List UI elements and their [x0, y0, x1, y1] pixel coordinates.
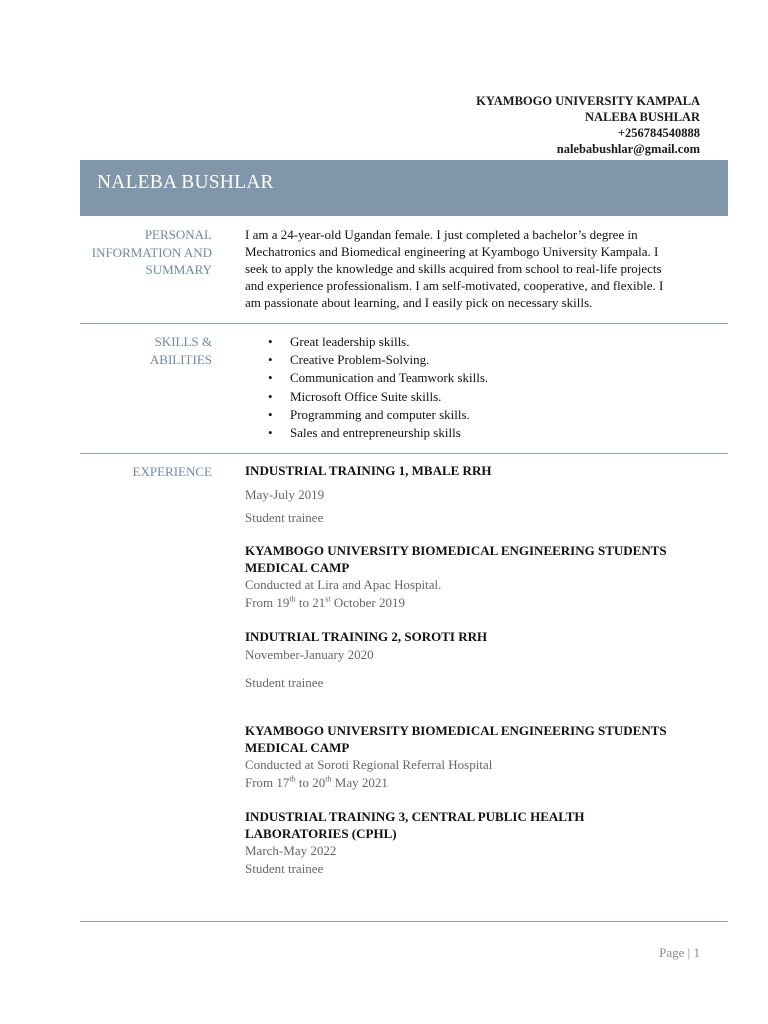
name-banner: [80, 160, 728, 216]
header-name: NALEBA BUSHLAR: [585, 110, 700, 124]
skills-label-line: ABILITIES: [149, 351, 212, 367]
experience-entry: [245, 543, 715, 612]
section-divider: [80, 323, 728, 324]
personal-summary: [245, 226, 705, 311]
experience-title: INDUSTRIAL TRAINING 3, CENTRAL PUBLIC HEALTH: [245, 809, 585, 824]
header-phone: +256784540888: [617, 126, 700, 140]
section-divider: [80, 453, 728, 454]
experience-entry: [245, 629, 715, 692]
experience-title: KYAMBOGO UNIVERSITY BIOMEDICAL ENGINEERING STUDENTS: [245, 723, 667, 738]
experience-entry: [245, 809, 715, 878]
skill-item: • Sales and entrepreneurship skills: [290, 424, 705, 442]
experience-section: [80, 463, 728, 903]
skill-item: • Programming and computer skills.: [290, 406, 705, 424]
skills-label: [80, 333, 212, 368]
experience-dates: May-July 2019: [245, 486, 325, 502]
skills-section: [80, 333, 728, 448]
personal-label-line: PERSONAL: [144, 227, 212, 242]
experience-role: Student trainee: [245, 509, 324, 525]
summary-line: Mechatronics and Biomedical engineering at Kyambogo University Kampala. I: [245, 244, 659, 259]
summary-line: am passionate about learning, and I easily pick on necessary skills.: [245, 295, 593, 310]
skills-list-container: [245, 333, 705, 442]
experience-entry: [245, 723, 715, 792]
skill-item: • Great leadership skills.: [290, 333, 705, 351]
skill-item: • Communication and Teamwork skills.: [290, 369, 705, 387]
experience-title: MEDICAL CAMP: [245, 739, 350, 755]
experience-title: KYAMBOGO UNIVERSITY BIOMEDICAL ENGINEERING STUDENTS: [245, 543, 667, 558]
experience-dates: November-January 2020: [245, 646, 374, 662]
summary-line: seek to apply the knowledge and skills acquired from school to real-life projects: [245, 261, 662, 276]
banner-name: NALEBA BUSHLAR: [97, 172, 274, 193]
footer-divider: [80, 921, 728, 922]
summary-line: I am a 24-year-old Ugandan female. I just completed a bachelor’s degree in: [245, 227, 638, 242]
page-number: Page | 1: [659, 945, 700, 960]
personal-label-line: SUMMARY: [145, 262, 212, 277]
skills-label-line: SKILLS &: [154, 334, 212, 349]
experience-title: INDUSTRIAL TRAINING 1, MBALE RRH: [245, 463, 492, 478]
contact-header: [476, 93, 700, 157]
experience-dates: From 19th to 21st October 2019: [245, 594, 405, 610]
skills-list: [245, 333, 705, 442]
skill-item: • Creative Problem-Solving.: [290, 351, 705, 369]
personal-label: [80, 226, 212, 279]
header-email: nalebabushlar@gmail.com: [556, 142, 700, 156]
experience-place: Conducted at Soroti Regional Referral Hospital: [245, 757, 493, 772]
experience-dates: From 17th to 20th May 2021: [245, 774, 388, 790]
experience-title: LABORATORIES (CPHL): [245, 825, 397, 841]
experience-role: Student trainee: [245, 861, 324, 876]
experience-dates: March-May 2022: [245, 843, 337, 858]
experience-title: INDUTRIAL TRAINING 2, SOROTI RRH: [245, 629, 488, 644]
personal-section: [80, 226, 728, 318]
experience-title: MEDICAL CAMP: [245, 559, 350, 575]
summary-line: and experience professionalism. I am self-motivated, cooperative, and flexible. I: [245, 278, 664, 293]
experience-role: Student trainee: [245, 674, 324, 690]
experience-label: EXPERIENCE: [132, 464, 212, 479]
header-university: KYAMBOGO UNIVERSITY KAMPALA: [476, 94, 700, 108]
experience-place: Conducted at Lira and Apac Hospital.: [245, 577, 442, 592]
experience-entry: [245, 463, 715, 527]
personal-label-line: INFORMATION AND: [91, 244, 212, 260]
skill-item: • Microsoft Office Suite skills.: [290, 388, 705, 406]
